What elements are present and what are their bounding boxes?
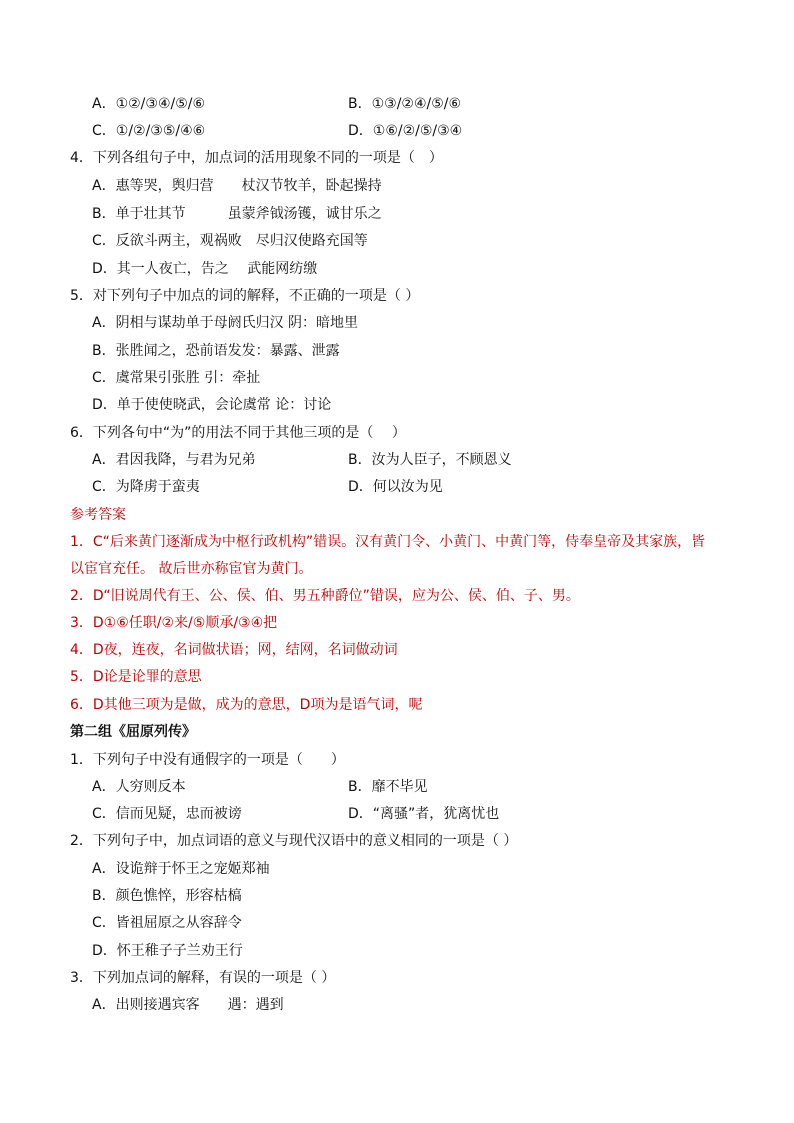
q3-option-c: C．①/②/③⑤/④⑥ bbox=[92, 123, 206, 139]
s2-q1-stem: 1．下列句子中没有通假字的一项是（ ） bbox=[70, 752, 345, 768]
s2-q1-option-b: B．靡不毕见 bbox=[348, 779, 428, 795]
q4-stem: 4．下列各组句子中，加点词的活用现象不同的一项是（ ） bbox=[70, 150, 443, 166]
q5-option-b: B．张胜闻之，恐前语发发：暴露、泄露 bbox=[92, 343, 340, 359]
s2-q2-option-d: D．怀王稚子子兰劝王行 bbox=[92, 943, 243, 959]
answer-item: 1．C“后来黄门逐渐成为中枢行政机构”错误。汉有黄门令、小黄门、中黄门等，侍奉皇帝及其家族，皆 bbox=[70, 534, 706, 550]
s2-q2-option-c: C．皆祖屈原之从容辞令 bbox=[92, 915, 242, 931]
q4-option-b: B．单于壮其节 虽蒙斧钺汤镬，诚甘乐之 bbox=[92, 206, 382, 222]
answer-item: 3．D①⑥任职/②来/⑤顺承/③④把 bbox=[70, 615, 278, 631]
q6-option-b: B．汝为人臣子，不顾恩义 bbox=[348, 452, 512, 468]
s2-q1-option-c: C．信而见疑，忠而被谤 bbox=[92, 806, 242, 822]
q6-option-d: D．何以汝为见 bbox=[348, 479, 443, 495]
s2-q2-option-a: A．设诡辩于怀王之宠姬郑袖 bbox=[92, 861, 270, 877]
s2-q2-option-b: B．颜色憔悴，形容枯槁 bbox=[92, 888, 242, 904]
s2-q1-option-d: D．“离骚”者，犹离忧也 bbox=[348, 806, 500, 822]
s2-q1-option-a: A．人穷则反本 bbox=[92, 779, 186, 795]
q6-option-a: A．君因我降，与君为兄弟 bbox=[92, 452, 256, 468]
answer-item: 6．D其他三项为是做，成为的意思，D项为是语气词，呢 bbox=[70, 697, 423, 713]
section2-heading: 第二组《屈原列传》 bbox=[70, 724, 196, 740]
q4-option-c: C．反欲斗两主，观祸败 尽归汉使路充国等 bbox=[92, 233, 368, 249]
s2-q3-option-a: A．出则接遇宾客 遇：遇到 bbox=[92, 997, 284, 1013]
answer-item: 5．D论是论罪的意思 bbox=[70, 669, 202, 685]
q3-option-d: D．①⑥/②/⑤/③④ bbox=[348, 123, 463, 139]
q6-stem: 6．下列各句中“为”的用法不同于其他三项的是（ ） bbox=[70, 425, 406, 441]
s2-q2-stem: 2．下列句子中，加点词语的意义与现代汉语中的意义相同的一项是（ ） bbox=[70, 833, 518, 849]
answer-item: 2．D“旧说周代有王、公、侯、伯、男五种爵位”错误，应为公、侯、伯、子、男。 bbox=[70, 588, 580, 604]
q6-option-c: C．为降虏于蛮夷 bbox=[92, 479, 200, 495]
s2-q3-stem: 3．下列加点词的解释，有误的一项是（ ） bbox=[70, 970, 336, 986]
q4-option-a: A．惠等哭，舆归营 杖汉节牧羊，卧起操持 bbox=[92, 178, 382, 194]
answers-heading: 参考答案 bbox=[70, 507, 126, 523]
q5-stem: 5．对下列句子中加点的词的解释，不正确的一项是（ ） bbox=[70, 288, 420, 304]
q3-option-a: A．①②/③④/⑤/⑥ bbox=[92, 96, 206, 112]
answer-item: 以宦官充任。 故后世亦称宦官为黄门。 bbox=[70, 561, 313, 577]
answer-item: 4．D夜，连夜，名词做状语；网，结网，名词做动词 bbox=[70, 642, 398, 658]
q4-option-d: D．其一人夜亡，告之 武能网纺缴 bbox=[92, 261, 318, 277]
q5-option-c: C．虞常果引张胜 引：牵扯 bbox=[92, 370, 261, 386]
q5-option-a: A．阴相与谋劫单于母阏氏归汉 阴：暗地里 bbox=[92, 315, 359, 331]
q3-option-b: B．①③/②④/⑤/⑥ bbox=[348, 96, 462, 112]
q5-option-d: D．单于使使晓武，会论虞常 论：讨论 bbox=[92, 397, 332, 413]
